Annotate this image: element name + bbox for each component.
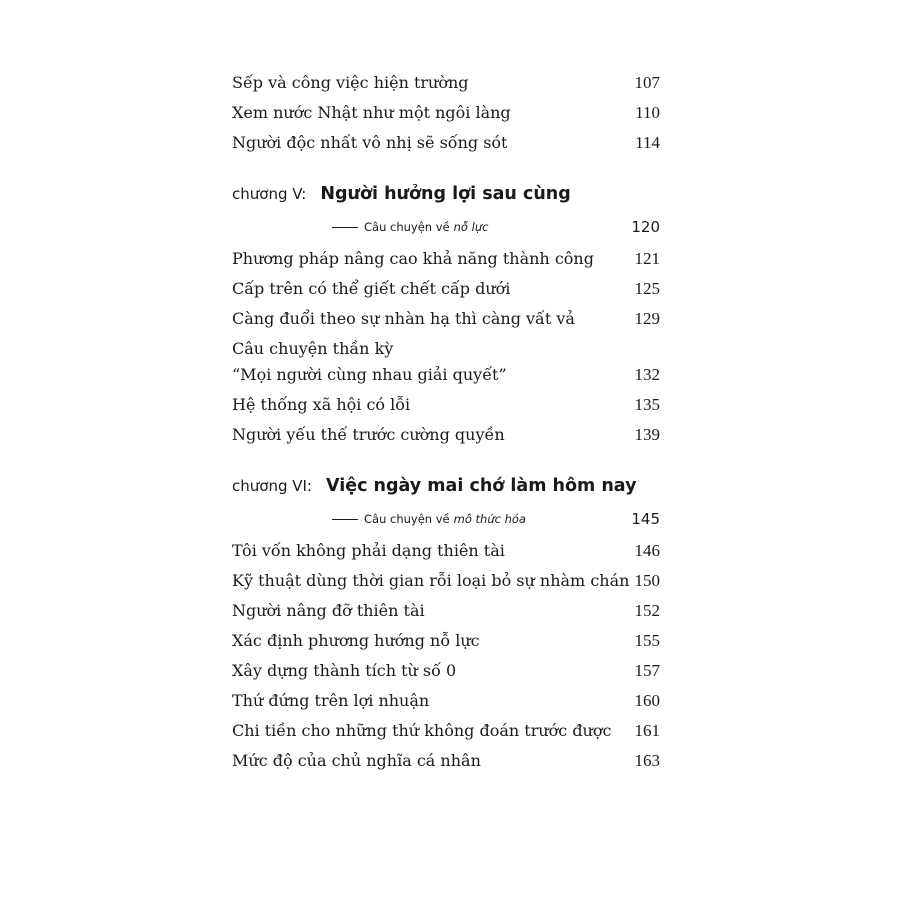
entry-title: Xem nước Nhật như một ngôi làng — [232, 103, 511, 122]
toc-entry — [232, 716, 660, 746]
entry-title: Thứ đứng trên lợi nhuận — [232, 691, 430, 710]
toc-entry — [232, 420, 660, 450]
entry-page: 150 — [634, 571, 660, 590]
chapter-section — [232, 184, 660, 450]
entry-title: Người nâng đỡ thiên tài — [232, 601, 425, 620]
toc-entry — [232, 128, 660, 158]
entry-page: 146 — [634, 541, 660, 560]
chapter-subtitle-text — [332, 220, 488, 234]
toc-entry — [232, 656, 660, 686]
chapter-label: chương VI: — [232, 477, 312, 495]
toc-entry — [232, 244, 660, 274]
dash-rule — [332, 227, 358, 228]
entry-title: Hệ thống xã hội có lỗi — [232, 395, 411, 414]
entry-title: Mức độ của chủ nghĩa cá nhân — [232, 751, 481, 770]
entry-page: 161 — [634, 721, 660, 740]
entry-page: 107 — [634, 73, 660, 92]
entry-title — [232, 336, 507, 388]
chapter-label: chương V: — [232, 185, 307, 203]
entry-page: 155 — [634, 631, 660, 650]
toc-entry — [232, 536, 660, 566]
subtitle-prefix: Câu chuyện về — [364, 220, 450, 234]
entry-title: Kỹ thuật dùng thời gian rỗi loại bỏ sự nhàm chán — [232, 571, 630, 590]
toc-entry — [232, 566, 660, 596]
entry-title: Người độc nhất vô nhị sẽ sống sót — [232, 133, 508, 152]
entry-page: 152 — [634, 601, 660, 620]
entry-page: 132 — [634, 365, 660, 384]
chapter-subtitle — [232, 214, 660, 240]
entry-page: 157 — [634, 661, 660, 680]
entry-title-line: “Mọi người cùng nhau giải quyết” — [232, 365, 507, 384]
entry-title: Xây dựng thành tích từ số 0 — [232, 661, 457, 680]
toc-entry — [232, 746, 660, 776]
entry-title: Sếp và công việc hiện trường — [232, 73, 469, 92]
chapter-heading — [232, 476, 660, 506]
entry-page: 163 — [634, 751, 660, 770]
subtitle-prefix: Câu chuyện về — [364, 512, 450, 526]
entry-title: Phương pháp nâng cao khả năng thành công — [232, 249, 594, 268]
entry-title: Người yếu thế trước cường quyền — [232, 425, 505, 444]
chapter-page: 120 — [631, 218, 660, 236]
entry-page: 139 — [634, 425, 660, 444]
entry-title: Cấp trên có thể giết chết cấp dưới — [232, 279, 511, 298]
toc-entry — [232, 626, 660, 656]
toc-entry — [232, 334, 660, 390]
entry-page: 110 — [635, 103, 660, 122]
toc-entry — [232, 390, 660, 420]
toc-entry — [232, 274, 660, 304]
entry-page: 129 — [634, 309, 660, 328]
chapter-page: 145 — [631, 510, 660, 528]
entry-title: Tôi vốn không phải dạng thiên tài — [232, 541, 505, 560]
subtitle-emphasis: mô thức hóa — [453, 512, 526, 526]
entry-page: 125 — [634, 279, 660, 298]
subtitle-emphasis: nỗ lực — [453, 220, 489, 234]
entry-title: Xác định phương hướng nỗ lực — [232, 631, 480, 650]
toc-entry — [232, 686, 660, 716]
entry-title: Càng đuổi theo sự nhàn hạ thì càng vất vả — [232, 309, 575, 328]
toc-entry — [232, 68, 660, 98]
chapter-heading — [232, 184, 660, 214]
chapter-section — [232, 476, 660, 776]
chapter-subtitle — [232, 506, 660, 532]
entry-title: Chi tiền cho những thứ không đoán trước được — [232, 721, 612, 740]
toc-entry — [232, 304, 660, 334]
entry-page: 160 — [634, 691, 660, 710]
chapter-title: Việc ngày mai chớ làm hôm nay — [325, 476, 637, 496]
toc-entry — [232, 98, 660, 128]
entry-page: 121 — [634, 249, 660, 268]
entry-page: 114 — [635, 133, 660, 152]
chapter-title: Người hưởng lợi sau cùng — [320, 184, 571, 204]
dash-rule — [332, 519, 358, 520]
entry-title-line: Câu chuyện thần kỳ — [232, 339, 394, 358]
toc-entry — [232, 596, 660, 626]
chapter-subtitle-text — [332, 512, 526, 526]
entry-page: 135 — [634, 395, 660, 414]
table-of-contents — [232, 68, 660, 776]
